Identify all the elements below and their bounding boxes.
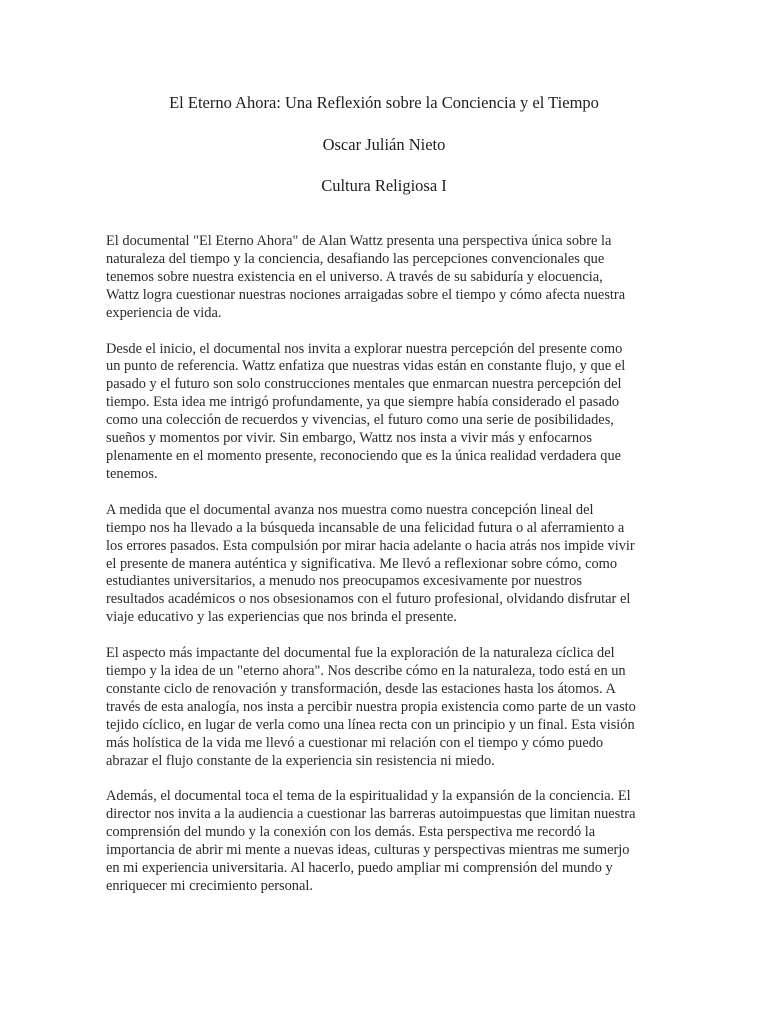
text-line: enriquecer mi crecimiento personal. xyxy=(106,878,313,894)
text-line: un punto de referencia. Wattz enfatiza que nuestras vidas están en constante flujo, y que el xyxy=(106,358,626,375)
text-line: El aspecto más impactante del documental fue la exploración de la naturaleza cíclica del xyxy=(106,645,615,662)
text-line: Además, el documental toca el tema de la espiritualidad y la expansión de la conciencia. El xyxy=(106,788,631,805)
author-name: Oscar Julián Nieto xyxy=(322,135,446,154)
text-line: el presente de manera auténtica y significativa. Me llevó a reflexionar sobre cómo, como xyxy=(106,555,618,572)
paragraph-3 xyxy=(106,502,666,627)
text-line: tiempo y la idea de un "eterno ahora". Nos describe cómo en la naturaleza, todo está en un xyxy=(106,663,626,680)
text-line: El documental "El Eterno Ahora" de Alan Wattz presenta una perspectiva única sobre la xyxy=(106,233,612,249)
text-line: viaje educativo y las experiencias que nos brinda el presente. xyxy=(106,609,457,626)
text-line: comprensión del mundo y la conexión con los demás. Esta perspectiva me recordó la xyxy=(106,824,596,841)
text-line: más holística de la vida me llevó a cuestionar mi relación con el tiempo y cómo puedo xyxy=(106,734,604,751)
text-line: abrazar el flujo constante de la experiencia sin resistencia ni miedo. xyxy=(106,752,495,769)
document-body xyxy=(106,233,666,914)
text-line: tiempo nos ha llevado a la búsqueda incansable de una felicidad futura o al aferramiento a xyxy=(106,519,625,536)
text-line: importancia de abrir mi mente a nuevas ideas, culturas y perspectivas mientras me sumerjo xyxy=(106,842,630,859)
text-line: pasado y el futuro son solo construcciones mentales que enmarcan nuestra percepción del xyxy=(106,376,622,393)
text-line: Desde el inicio, el documental nos invita a explorar nuestra percepción del presente como xyxy=(106,340,623,357)
text-line: los errores pasados. Esta compulsión por mirar hacia adelante o hacia atrás nos impide vivir xyxy=(106,537,635,554)
text-line: en mi experiencia universitaria. Al hacerlo, puedo ampliar mi comprensión del mundo y xyxy=(106,860,613,877)
text-line: estudiantes universitarios, a menudo nos preocupamos excesivamente por nuestros xyxy=(106,573,582,590)
text-line: tenemos. xyxy=(106,465,158,482)
text-line: tiempo. Esta idea me intrigó profundamente, ya que siempre había considerado el pasado xyxy=(106,394,620,411)
text-line: través de esta analogía, nos insta a percibir nuestra propia existencia como parte de un vasto xyxy=(106,698,636,715)
text-line: naturaleza del tiempo y la conciencia, desafiando las percepciones convencionales que xyxy=(106,250,605,267)
document-title: El Eterno Ahora: Una Reflexión sobre la Conciencia y el Tiempo xyxy=(169,93,599,112)
text-line: sueños y momentos por vivir. Sin embargo, Wattz nos insta a vivir más y enfocarnos xyxy=(106,430,592,447)
text-line: resultados académicos o nos obsesionamos con el futuro profesional, olvidando disfrutar el xyxy=(106,591,631,608)
text-line: tejido cíclico, en lugar de verla como una línea recta con un principio y un final. Esta visión xyxy=(106,716,635,733)
course-name: Cultura Religiosa I xyxy=(321,176,447,195)
text-line: tenemos sobre nuestra existencia en el universo. A través de su sabiduría y elocuencia, xyxy=(106,268,603,285)
text-line: A medida que el documental avanza nos muestra como nuestra concepción lineal del xyxy=(106,501,594,518)
text-line: constante ciclo de renovación y transformación, desde las estaciones hasta los átomos. A xyxy=(106,680,616,697)
text-line: Wattz logra cuestionar nuestras nociones arraigadas sobre el tiempo y cómo afecta nuestra xyxy=(106,286,626,303)
paragraph-5 xyxy=(106,788,666,895)
text-line: como una colección de recuerdos y vivencias, el futuro como una serie de posibilidades, xyxy=(106,412,614,429)
text-line: experiencia de vida. xyxy=(106,304,222,321)
paragraph-1 xyxy=(106,233,666,323)
text-line: director nos invita a la audiencia a cuestionar las barreras autoimpuestas que limitan nuestra xyxy=(106,806,636,823)
paragraph-4 xyxy=(106,645,666,770)
text-line: plenamente en el momento presente, reconociendo que es la única realidad verdadera que xyxy=(106,447,622,464)
paragraph-2 xyxy=(106,341,666,484)
